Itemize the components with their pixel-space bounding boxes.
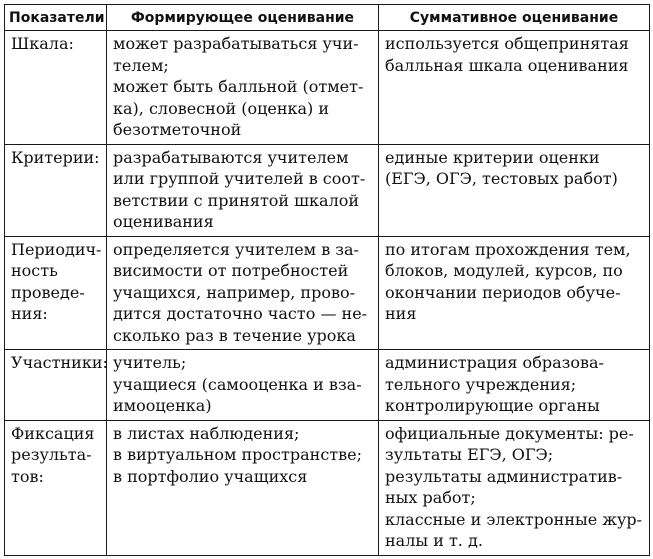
cell-text-line: единые критерии оценки <box>385 147 600 167</box>
cell-text-line: результаты административ- <box>385 466 623 486</box>
summative-cell <box>379 350 650 421</box>
cell-text-line: контролирующие органы <box>385 396 600 415</box>
cell-text-line: в виртуальном пространстве; <box>113 445 362 464</box>
cell-text-line: может быть балльной (отмет- <box>113 77 364 96</box>
cell-text-line: определяется учителем в за- <box>113 239 359 259</box>
cell-text-line: проведе- <box>11 282 85 302</box>
header-summative: Суммативное оценивание <box>379 5 650 31</box>
cell-text-line: тов: <box>11 466 44 486</box>
cell-text-line: ветствии с принятой шкалой <box>113 190 360 210</box>
cell-text-line: сколько раз в течение урока <box>113 325 356 345</box>
cell-text-line: используется общепринятая <box>385 34 629 53</box>
header-indicators: Показатели <box>5 5 107 31</box>
cell-text-line: Фиксация <box>11 423 95 443</box>
cell-text-line: Шкала: <box>11 34 74 53</box>
cell-text-line: балльная шкала оценивания <box>385 55 629 75</box>
cell-text-line: учащиеся (самооценка и вза- <box>113 374 362 394</box>
table-row <box>5 31 650 145</box>
cell-text-line: классные и электронные жур- <box>385 509 643 529</box>
indicator-cell <box>5 31 107 145</box>
cell-text-line: в портфолио учащихся <box>113 466 308 486</box>
formative-cell <box>107 31 379 145</box>
summative-cell <box>379 31 650 145</box>
cell-text-line: безотметочной <box>113 120 242 139</box>
table-row <box>5 144 650 236</box>
cell-text-line: ка), словесной (оценка) и <box>113 98 330 118</box>
cell-text-line: имооценка) <box>113 396 212 415</box>
cell-text-line: оценивания <box>113 212 214 231</box>
cell-text-line: учащихся, например, прово- <box>113 282 356 302</box>
cell-text-line: ных работ; <box>385 488 476 507</box>
cell-text-line: Участники: <box>11 353 108 372</box>
cell-text-line: дится достаточно часто — не- <box>113 304 368 323</box>
cell-text-line: ния <box>385 304 417 323</box>
comparison-table <box>4 4 650 556</box>
summative-cell <box>379 144 650 236</box>
summative-cell <box>379 420 650 555</box>
indicator-cell <box>5 144 107 236</box>
cell-text-line: тельного учреждения; <box>385 374 577 394</box>
cell-text-line: разрабатываются учителем <box>113 147 349 167</box>
cell-text-line: по итогам прохождения тем, <box>385 239 631 259</box>
summative-cell <box>379 236 650 350</box>
cell-text-line: телем; <box>113 55 169 75</box>
cell-text-line: ния: <box>11 304 48 323</box>
formative-cell <box>107 236 379 350</box>
indicator-cell <box>5 236 107 350</box>
cell-text-line: в листах наблюдения; <box>113 423 300 443</box>
header-formative: Формирующее оценивание <box>107 5 379 31</box>
formative-cell <box>107 350 379 421</box>
cell-text-line: официальные документы: ре- <box>385 423 634 443</box>
cell-text-line: результа- <box>11 445 92 464</box>
cell-text-line: может разрабатываться учи- <box>113 34 359 53</box>
formative-cell <box>107 420 379 555</box>
cell-text-line: ность <box>11 261 58 280</box>
table-row <box>5 420 650 555</box>
cell-text-line: (ЕГЭ, ОГЭ, тестовых работ) <box>385 169 618 188</box>
cell-text-line: учитель; <box>113 353 187 372</box>
cell-text-line: окончании периодов обуче- <box>385 282 621 302</box>
cell-text-line: висимости от потребностей <box>113 261 349 280</box>
cell-text-line: администрация образова- <box>385 353 604 372</box>
indicator-cell <box>5 350 107 421</box>
table-row <box>5 350 650 421</box>
header-row <box>5 5 650 31</box>
table-row <box>5 236 650 350</box>
cell-text-line: блоков, модулей, курсов, по <box>385 261 623 280</box>
cell-text-line: Критерии: <box>11 147 100 167</box>
table-body <box>5 31 650 556</box>
formative-cell <box>107 144 379 236</box>
indicator-cell <box>5 420 107 555</box>
cell-text-line: Периодич- <box>11 239 102 259</box>
cell-text-line: или группой учителей в соот- <box>113 169 366 188</box>
cell-text-line: зультаты ЕГЭ, ОГЭ; <box>385 445 554 464</box>
cell-text-line: налы и т. д. <box>385 531 483 550</box>
